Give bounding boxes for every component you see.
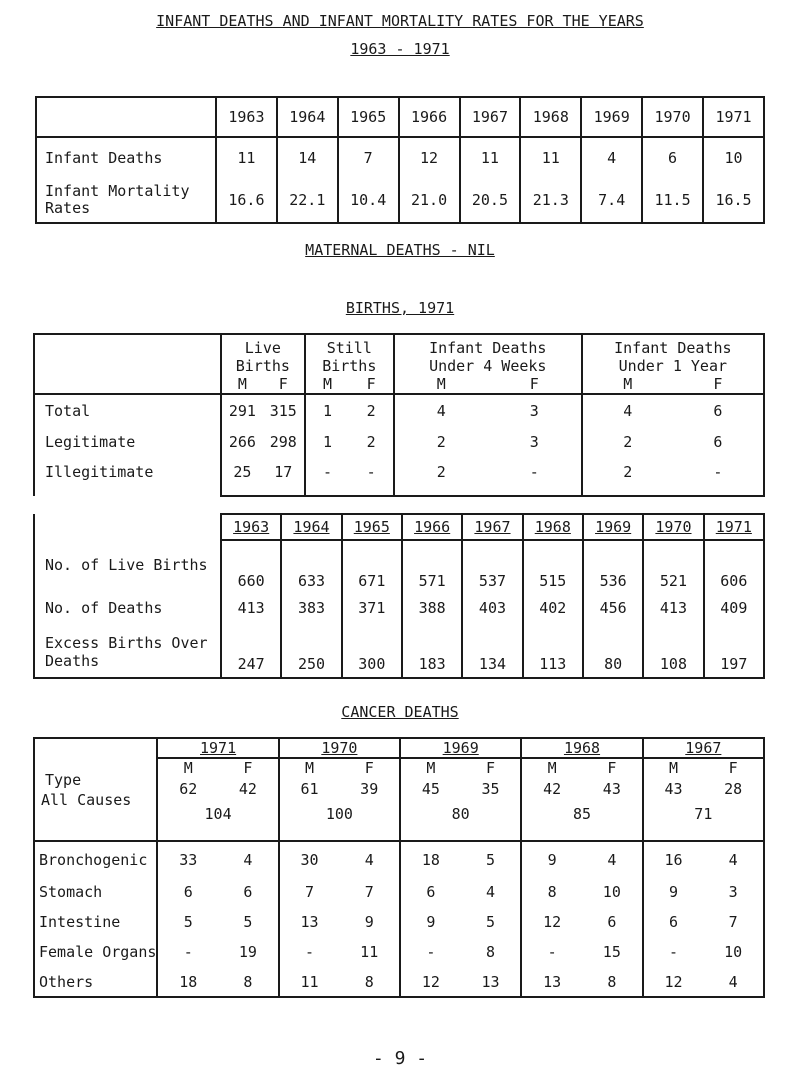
year-header: 1968 bbox=[521, 738, 642, 758]
cell: 5 bbox=[461, 841, 522, 877]
row-label: Illegitimate bbox=[34, 458, 221, 496]
year-header: 1969 bbox=[581, 97, 642, 137]
all-causes-total: 100 bbox=[279, 801, 400, 841]
cell: 371 bbox=[342, 590, 402, 626]
cell: 12 bbox=[399, 137, 460, 177]
cell: 5 bbox=[461, 907, 522, 937]
group-label: Still Births bbox=[322, 339, 377, 375]
cell: 8 bbox=[582, 967, 643, 997]
sex-m: M bbox=[279, 758, 340, 777]
cell: 1 bbox=[305, 426, 350, 458]
cell: 9 bbox=[339, 907, 400, 937]
cell: - bbox=[279, 937, 340, 967]
group-header bbox=[394, 334, 582, 394]
cell: - bbox=[305, 458, 350, 496]
cell: 197 bbox=[704, 626, 764, 678]
year-header: 1970 bbox=[279, 738, 400, 758]
cell: 21.0 bbox=[399, 177, 460, 223]
all-causes-m: 43 bbox=[643, 777, 704, 801]
cell: 11 bbox=[460, 137, 521, 177]
group-header bbox=[305, 334, 394, 394]
cell: 8 bbox=[218, 967, 279, 997]
cell: 25 bbox=[221, 458, 263, 496]
cell: 537 bbox=[462, 540, 522, 590]
births-years-table bbox=[33, 513, 765, 679]
cell: 403 bbox=[462, 590, 522, 626]
year-header: 1967 bbox=[643, 738, 764, 758]
year-header: 1965 bbox=[338, 97, 399, 137]
cell: 13 bbox=[521, 967, 582, 997]
group-label: Live Births bbox=[235, 339, 290, 375]
year-header: 1970 bbox=[642, 97, 703, 137]
cell: 671 bbox=[342, 540, 402, 590]
corner-cell bbox=[34, 514, 221, 540]
year-header: 1968 bbox=[520, 97, 581, 137]
cell: 7 bbox=[279, 877, 340, 907]
cell: 409 bbox=[704, 590, 764, 626]
cell: 13 bbox=[279, 907, 340, 937]
cell: 266 bbox=[221, 426, 263, 458]
cell: 10 bbox=[582, 877, 643, 907]
cell: 247 bbox=[221, 626, 281, 678]
year-header: 1966 bbox=[399, 97, 460, 137]
all-causes-f: 43 bbox=[582, 777, 643, 801]
sex-m: M bbox=[322, 375, 332, 393]
cell: 6 bbox=[582, 907, 643, 937]
cell: 250 bbox=[281, 626, 341, 678]
cell: 2 bbox=[394, 426, 488, 458]
cell: 1 bbox=[305, 394, 350, 426]
cell: 10 bbox=[703, 937, 764, 967]
cell: 8 bbox=[521, 877, 582, 907]
all-causes-total: 71 bbox=[643, 801, 764, 841]
cell: 4 bbox=[461, 877, 522, 907]
births-heading: BIRTHS, 1971 bbox=[345, 299, 455, 317]
cell: 4 bbox=[581, 137, 642, 177]
all-causes-total: 80 bbox=[400, 801, 521, 841]
cell: 4 bbox=[582, 841, 643, 877]
cell: 16.5 bbox=[703, 177, 764, 223]
cell: 21.3 bbox=[520, 177, 581, 223]
row-label: Total bbox=[34, 394, 221, 426]
all-causes-m: 45 bbox=[400, 777, 461, 801]
sex-m: M bbox=[643, 758, 704, 777]
cell: 6 bbox=[400, 877, 461, 907]
cell: 14 bbox=[277, 137, 338, 177]
cell: 10 bbox=[703, 137, 764, 177]
infant-deaths-table bbox=[35, 96, 765, 224]
cell: 11 bbox=[339, 937, 400, 967]
row-label: Excess Births Over Deaths bbox=[34, 626, 221, 678]
cell: 16.6 bbox=[216, 177, 277, 223]
corner-cell bbox=[34, 334, 221, 394]
year-header: 1964 bbox=[281, 514, 341, 540]
cell: 4 bbox=[703, 967, 764, 997]
cell: 300 bbox=[342, 626, 402, 678]
cell: 11.5 bbox=[642, 177, 703, 223]
cell: 571 bbox=[402, 540, 462, 590]
cell: 413 bbox=[643, 590, 703, 626]
cell: 6 bbox=[157, 877, 218, 907]
row-label: Bronchogenic bbox=[34, 841, 157, 877]
cell: - bbox=[673, 458, 764, 496]
cell: 2 bbox=[582, 458, 673, 496]
cell: - bbox=[488, 458, 582, 496]
cell: 315 bbox=[263, 394, 305, 426]
cell: 402 bbox=[523, 590, 583, 626]
cell: 7 bbox=[338, 137, 399, 177]
cell: 9 bbox=[521, 841, 582, 877]
year-header: 1963 bbox=[216, 97, 277, 137]
cell: 15 bbox=[582, 937, 643, 967]
cell: 12 bbox=[400, 967, 461, 997]
cell: 2 bbox=[582, 426, 673, 458]
sex-m: M bbox=[521, 758, 582, 777]
all-causes-m: 61 bbox=[279, 777, 340, 801]
sex-m: M bbox=[436, 375, 446, 393]
cell: 30 bbox=[279, 841, 340, 877]
year-header: 1971 bbox=[157, 738, 278, 758]
cell: 8 bbox=[461, 937, 522, 967]
cell: 413 bbox=[221, 590, 281, 626]
cell: 22.1 bbox=[277, 177, 338, 223]
year-header: 1964 bbox=[277, 97, 338, 137]
sex-f: F bbox=[366, 375, 376, 393]
group-header bbox=[221, 334, 305, 394]
corner-cell bbox=[36, 97, 216, 137]
cell: 18 bbox=[157, 967, 218, 997]
cell: 13 bbox=[461, 967, 522, 997]
row-label: Legitimate bbox=[34, 426, 221, 458]
group-label: Infant Deaths Under 1 Year bbox=[614, 339, 732, 375]
all-causes-f: 28 bbox=[703, 777, 764, 801]
sex-m: M bbox=[400, 758, 461, 777]
sex-f: F bbox=[278, 375, 288, 393]
group-header bbox=[582, 334, 764, 394]
cell: - bbox=[643, 937, 704, 967]
sex-f: F bbox=[461, 758, 522, 777]
cell: 33 bbox=[157, 841, 218, 877]
cell: 9 bbox=[400, 907, 461, 937]
cell: 9 bbox=[643, 877, 704, 907]
sex-f: F bbox=[713, 375, 723, 393]
sex-f: F bbox=[218, 758, 279, 777]
year-header: 1967 bbox=[462, 514, 522, 540]
cell: 521 bbox=[643, 540, 703, 590]
cell: 113 bbox=[523, 626, 583, 678]
cell: 17 bbox=[263, 458, 305, 496]
cell: 4 bbox=[339, 841, 400, 877]
all-causes-m: 42 bbox=[521, 777, 582, 801]
row-label: Infant Mortality Rates bbox=[36, 177, 216, 223]
cell: 4 bbox=[582, 394, 673, 426]
cancer-deaths-heading: CANCER DEATHS bbox=[341, 703, 459, 721]
cell: 388 bbox=[402, 590, 462, 626]
year-header: 1968 bbox=[523, 514, 583, 540]
cell: 6 bbox=[218, 877, 279, 907]
cell: 2 bbox=[349, 394, 394, 426]
cell: 383 bbox=[281, 590, 341, 626]
cell: 7 bbox=[703, 907, 764, 937]
cell: 5 bbox=[218, 907, 279, 937]
cell: - bbox=[400, 937, 461, 967]
year-header: 1971 bbox=[704, 514, 764, 540]
group-label: Infant Deaths Under 4 Weeks bbox=[429, 339, 547, 375]
cell: 3 bbox=[488, 394, 582, 426]
sex-f: F bbox=[529, 375, 539, 393]
row-label: Intestine bbox=[34, 907, 157, 937]
cell: 4 bbox=[218, 841, 279, 877]
cell: 2 bbox=[349, 426, 394, 458]
cell: 19 bbox=[218, 937, 279, 967]
cell: 6 bbox=[643, 907, 704, 937]
cell: - bbox=[157, 937, 218, 967]
row-label: Others bbox=[34, 967, 157, 997]
row-label: No. of Deaths bbox=[34, 590, 221, 626]
all-causes-f: 39 bbox=[339, 777, 400, 801]
cell: 456 bbox=[583, 590, 643, 626]
cell: 6 bbox=[673, 426, 764, 458]
cell: 18 bbox=[400, 841, 461, 877]
cell: 633 bbox=[281, 540, 341, 590]
year-header: 1966 bbox=[402, 514, 462, 540]
cell: 5 bbox=[157, 907, 218, 937]
sex-m: M bbox=[237, 375, 247, 393]
infant-deaths-years: 1963 - 1971 bbox=[350, 40, 450, 58]
type-header bbox=[34, 738, 157, 841]
cancer-deaths-table bbox=[33, 737, 765, 998]
row-label: No. of Live Births bbox=[34, 540, 221, 590]
type-label: Type bbox=[45, 770, 82, 789]
all-causes-m: 62 bbox=[157, 777, 218, 801]
year-header: 1970 bbox=[643, 514, 703, 540]
cell: - bbox=[349, 458, 394, 496]
cell: 291 bbox=[221, 394, 263, 426]
row-label: Female Organs bbox=[34, 937, 157, 967]
page-number: - 9 - bbox=[372, 1048, 428, 1069]
cell: 11 bbox=[216, 137, 277, 177]
cell: 11 bbox=[520, 137, 581, 177]
cell: 20.5 bbox=[460, 177, 521, 223]
cell: 4 bbox=[703, 841, 764, 877]
cell: 6 bbox=[673, 394, 764, 426]
all-causes-total: 104 bbox=[157, 801, 278, 841]
cell: 3 bbox=[488, 426, 582, 458]
cell: 12 bbox=[643, 967, 704, 997]
sex-m: M bbox=[157, 758, 218, 777]
sex-f: F bbox=[703, 758, 764, 777]
cell: 11 bbox=[279, 967, 340, 997]
all-causes-f: 35 bbox=[461, 777, 522, 801]
infant-deaths-heading: INFANT DEATHS AND INFANT MORTALITY RATES FOR THE YEARS bbox=[156, 12, 644, 30]
all-causes-total: 85 bbox=[521, 801, 642, 841]
cell: 7 bbox=[339, 877, 400, 907]
cell: 80 bbox=[583, 626, 643, 678]
all-causes-label: All Causes bbox=[41, 790, 132, 809]
cell: 7.4 bbox=[581, 177, 642, 223]
sex-m: M bbox=[623, 375, 633, 393]
cell: 536 bbox=[583, 540, 643, 590]
cell: 16 bbox=[643, 841, 704, 877]
year-header: 1971 bbox=[703, 97, 764, 137]
all-causes-f: 42 bbox=[218, 777, 279, 801]
cell: 4 bbox=[394, 394, 488, 426]
cell: 183 bbox=[402, 626, 462, 678]
cell: 6 bbox=[642, 137, 703, 177]
year-header: 1967 bbox=[460, 97, 521, 137]
year-header: 1969 bbox=[583, 514, 643, 540]
year-header: 1969 bbox=[400, 738, 521, 758]
cell: 606 bbox=[704, 540, 764, 590]
cell: 515 bbox=[523, 540, 583, 590]
row-label: Stomach bbox=[34, 877, 157, 907]
cell: 3 bbox=[703, 877, 764, 907]
sex-f: F bbox=[339, 758, 400, 777]
row-label: Infant Deaths bbox=[36, 137, 216, 177]
cell: 10.4 bbox=[338, 177, 399, 223]
cell: 108 bbox=[643, 626, 703, 678]
cell: - bbox=[521, 937, 582, 967]
cell: 8 bbox=[339, 967, 400, 997]
cell: 2 bbox=[394, 458, 488, 496]
cell: 134 bbox=[462, 626, 522, 678]
cell: 12 bbox=[521, 907, 582, 937]
maternal-deaths-heading: MATERNAL DEATHS - NIL bbox=[305, 241, 495, 259]
sex-f: F bbox=[582, 758, 643, 777]
cell: 298 bbox=[263, 426, 305, 458]
cell: 660 bbox=[221, 540, 281, 590]
year-header: 1965 bbox=[342, 514, 402, 540]
births-table bbox=[33, 333, 765, 497]
year-header: 1963 bbox=[221, 514, 281, 540]
